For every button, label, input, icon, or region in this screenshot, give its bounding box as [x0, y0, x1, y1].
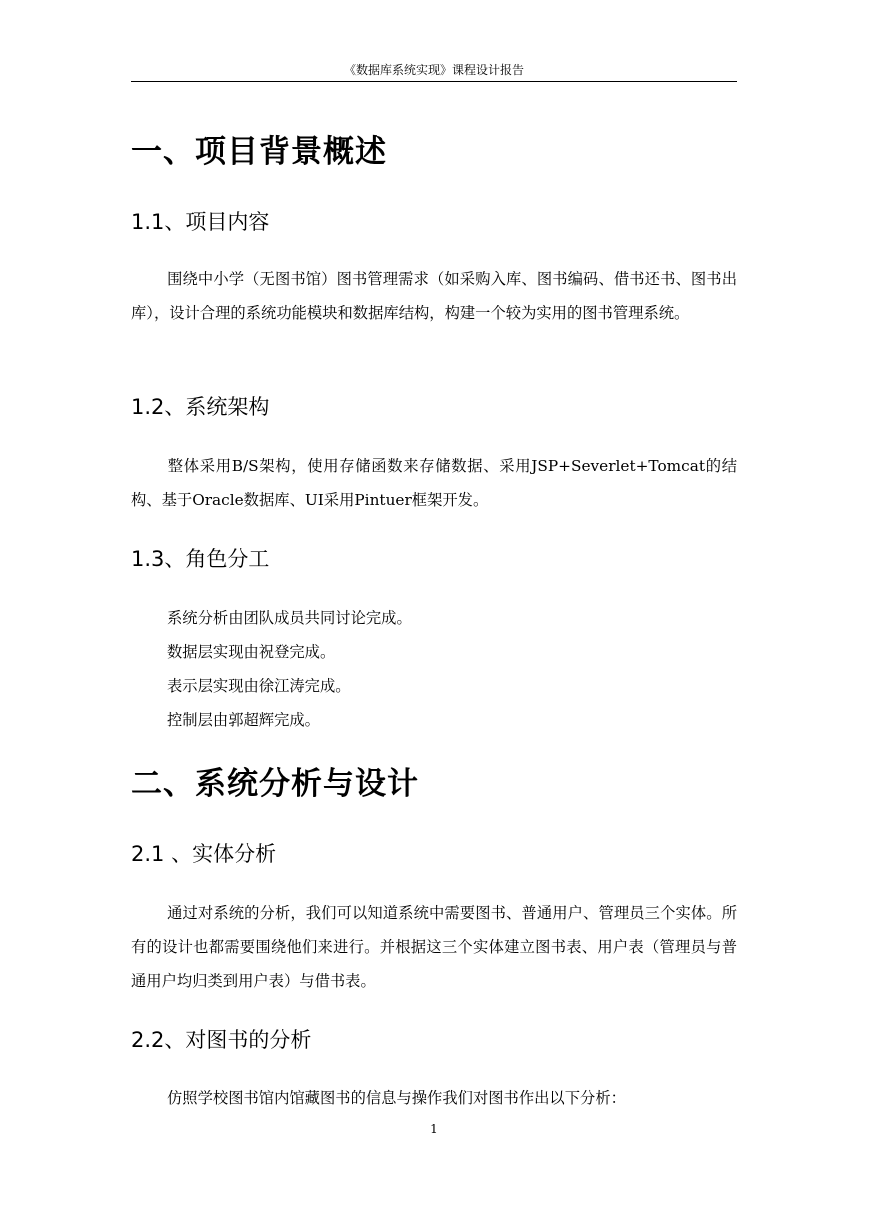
subsection-heading-1-3: 1.3、角色分工: [131, 547, 270, 571]
section-heading-1: 一、项目背景概述: [131, 134, 387, 170]
paragraph-2-1-text: 通过对系统的分析，我们可以知道系统中需要图书、普通用户、管理员三个实体。所有的设计也都需要围绕他们来进行。并根据这三个实体建立图书表、用户表（管理员与普通用户均归类到用户表）与借书表。: [131, 904, 737, 990]
header-divider: [131, 81, 737, 82]
running-header: 《数据库系统实现》课程设计报告: [343, 63, 524, 77]
paragraph-1-2-text: 整体采用B/S架构，使用存储函数来存储数据、采用JSP+Severlet+Tomcat的结构、基于Oracle数据库、UI采用Pintuer框架开发。: [131, 457, 737, 509]
section-heading-2: 二、系统分析与设计: [131, 766, 419, 802]
role-line: 表示层实现由徐江涛完成。: [167, 677, 351, 695]
paragraph-1-1-text: 围绕中小学（无图书馆）图书管理需求（如采购入库、图书编码、借书还书、图书出库），设计合理的系统功能模块和数据库结构，构建一个较为实用的图书管理系统。: [131, 270, 737, 322]
role-line: 控制层由郭超辉完成。: [167, 711, 320, 729]
paragraph-1-1: [131, 262, 737, 330]
subsection-heading-1-2: 1.2、系统架构: [131, 395, 270, 419]
role-line: 系统分析由团队成员共同讨论完成。: [167, 609, 412, 627]
subsection-heading-1-1: 1.1、项目内容: [131, 210, 270, 234]
page-number: 1: [430, 1122, 438, 1136]
subsection-heading-2-1: 2.1 、实体分析: [131, 842, 277, 866]
paragraph-2-2-text: 仿照学校图书馆内馆藏图书的信息与操作我们对图书作出以下分析：: [167, 1089, 626, 1107]
role-line: 数据层实现由祝登完成。: [167, 643, 336, 661]
subsection-heading-2-2: 2.2、对图书的分析: [131, 1028, 312, 1052]
paragraph-2-1: [131, 896, 737, 998]
paragraph-2-2: [131, 1081, 737, 1115]
paragraph-1-2: [131, 449, 737, 517]
